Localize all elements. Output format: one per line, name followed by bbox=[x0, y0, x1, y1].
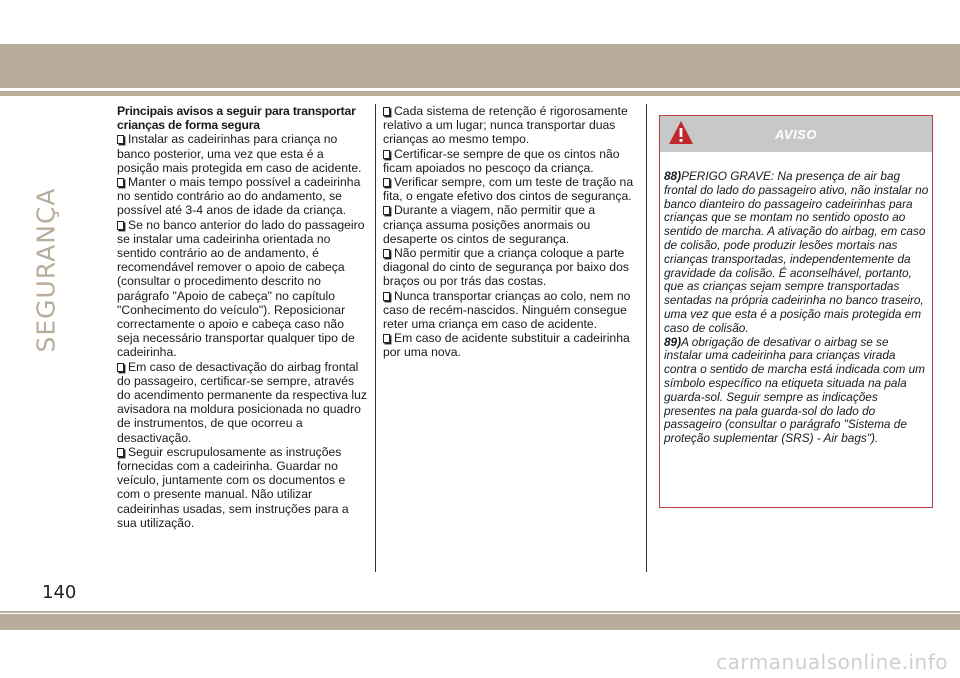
list-item: Em caso de acidente substituir a cadeirinha por uma nova. bbox=[383, 331, 630, 360]
list-item: Cada sistema de retenção é rigorosamente relativo a um lugar; nunca transportar duas crianças ao mesmo tempo. bbox=[383, 104, 628, 147]
note-text: A obrigação de desativar o airbag se se instalar uma cadeirinha para crianças virada contra o sentido de marcha está indicada com um símbolo específico na etiqueta situada na pala guarda-sol. Seguir sempre as indicações presentes na pala guarda-sol do lado do passageiro (consultar o parágrafo "Sistema de proteção suplementar (SRS) - Air bags"). bbox=[664, 334, 925, 446]
checkbox-bullet-icon bbox=[383, 178, 390, 187]
checkbox-bullet-icon bbox=[383, 334, 390, 343]
checkbox-bullet-icon bbox=[117, 221, 124, 230]
list-item: Durante a viagem, não permitir que a criança assuma posições anormais ou desaperte os cintos de segurança. bbox=[383, 203, 596, 246]
warning-box bbox=[659, 115, 933, 508]
section-label-text: SEGURANÇA bbox=[31, 187, 61, 353]
column-divider bbox=[646, 104, 647, 572]
warning-body bbox=[660, 152, 932, 446]
list-item: Instalar as cadeirinhas para criança no banco posterior, uma vez que esta é a posição mais protegida em caso de acidente. bbox=[117, 132, 362, 175]
header-rule bbox=[0, 91, 960, 96]
warning-note bbox=[664, 170, 929, 336]
header-band bbox=[0, 44, 960, 88]
warning-title: AVISO bbox=[775, 126, 817, 142]
list-item: Em caso de desactivação do airbag frontal do passageiro, certificar-se sempre, através do acendimento permanente da respectiva luz avisadora na moldura posicionada no quadro de instrumentos, de que ocorreu a desactivação. bbox=[117, 359, 367, 445]
note-text: PERIGO GRAVE: Na presença de air bag frontal do lado do passageiro ativo, não instalar no banco dianteiro do passageiro cadeirinhas para crianças que se montam no sentido oposto ao sentido de marcha. A ativação do airbag, em caso de colisão, pode produzir lesões mortais nas crianças transportadas, independentemente da gravidade da colisão. É aconselhável, portanto, que as crianças sejam sempre transportadas sentadas na própria cadeirinha no banco traseiro, uma vez que esta é a posição mais protegida em caso de colisão. bbox=[664, 169, 929, 335]
checkbox-bullet-icon bbox=[117, 448, 124, 457]
watermark: carmanualsonline.info bbox=[716, 650, 948, 674]
footer-band bbox=[0, 614, 960, 630]
list-item: Manter o mais tempo possível a cadeirinha no sentido contrário ao do andamento, se possível até 3-4 anos de idade da criança. bbox=[117, 175, 361, 218]
note-number: 88) bbox=[664, 169, 682, 183]
note-number: 89) bbox=[664, 334, 682, 349]
column-2 bbox=[383, 104, 635, 360]
checkbox-bullet-icon bbox=[117, 363, 124, 372]
list-item: Se no banco anterior do lado do passageiro se instalar uma cadeirinha orientada no sentido contrário ao de andamento, é recomendável remover o apoio de cabeça (consultar o procedimento descrito no parágrafo "Apoio de cabeça" no capítulo "Conhecimento do veículo"). Reposicionar correctamente o apoio e cabeça caso não seja necessário transportar qualquer tipo de cadeirinha. bbox=[117, 217, 365, 360]
list-item: Não permitir que a criança coloque a parte diagonal do cinto de segurança por baixo dos braços ou por trás das costas. bbox=[383, 246, 629, 289]
column-1 bbox=[117, 104, 369, 530]
checkbox-bullet-icon bbox=[383, 249, 390, 258]
footer-rule bbox=[0, 611, 960, 613]
checkbox-bullet-icon bbox=[117, 135, 124, 144]
list-item: Seguir escrupulosamente as instruções fornecidas com a cadeirinha. Guardar no veículo, juntamente com os documentos e com o presente manual. Não utilizar cadeirinhas usadas, sem instruções para a sua utilização. bbox=[117, 444, 349, 530]
list-item: Nunca transportar crianças ao colo, nem no caso de recém-nascidos. Ninguém consegue reter uma criança em caso de acidente. bbox=[383, 288, 631, 332]
list-item: Verificar sempre, com um teste de tração na fita, o engate efetivo dos cintos de segurança. bbox=[383, 175, 634, 204]
warning-note bbox=[664, 336, 929, 446]
checkbox-bullet-icon bbox=[383, 150, 390, 159]
checkbox-bullet-icon bbox=[117, 178, 124, 187]
checkbox-bullet-icon bbox=[383, 206, 390, 215]
checkbox-bullet-icon bbox=[383, 292, 390, 301]
warning-header bbox=[660, 116, 932, 152]
column-divider bbox=[375, 104, 376, 572]
warning-triangle-icon bbox=[668, 120, 694, 146]
list-item: Certificar-se sempre de que os cintos não ficam apoiados no pescoço da criança. bbox=[383, 146, 620, 175]
section-heading: Principais avisos a seguir para transportar crianças de forma segura bbox=[117, 104, 356, 133]
page-number: 140 bbox=[42, 582, 77, 603]
checkbox-bullet-icon bbox=[383, 107, 390, 116]
